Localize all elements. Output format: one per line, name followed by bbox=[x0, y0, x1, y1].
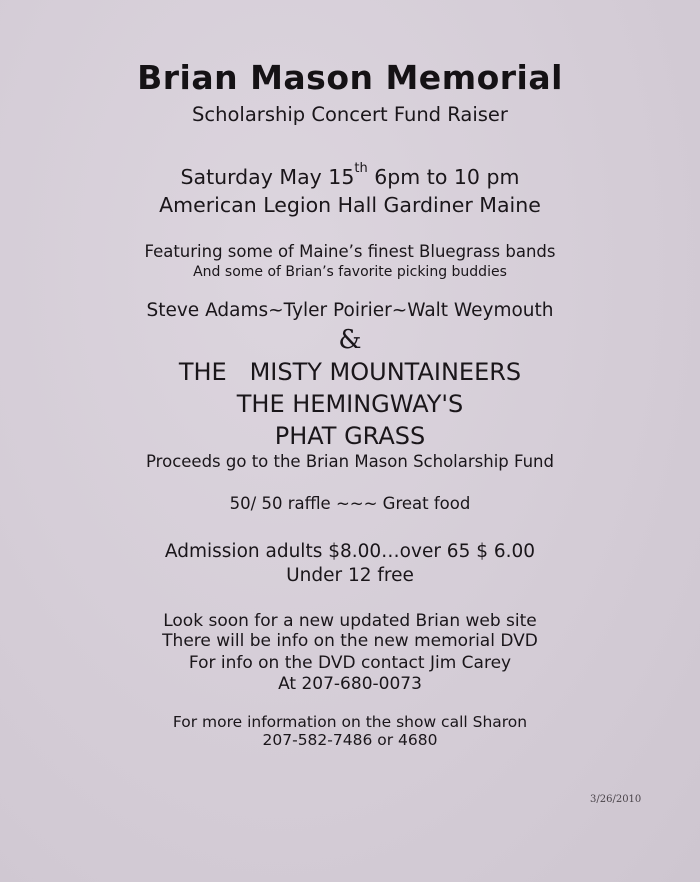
event-time: 6pm to 10 pm bbox=[367, 165, 520, 189]
band-name: THE MISTY MOUNTAINEERS bbox=[178, 358, 522, 386]
flyer-title: Brian Mason Memorial bbox=[137, 58, 563, 97]
dvd-note: There will be info on the new memorial DVD bbox=[162, 631, 538, 651]
admission-price: Admission adults $8.00…over 65 $ 6.00 bbox=[164, 541, 536, 562]
dvd-contact: For info on the DVD contact Jim Carey bbox=[188, 653, 512, 673]
date-stamp: 3/26/2010 bbox=[590, 794, 642, 805]
more-info-phone: 207-582-7486 or 4680 bbox=[262, 731, 438, 749]
event-date bbox=[0, 161, 700, 189]
event-date-main: Saturday May 15 bbox=[180, 165, 355, 189]
website-note: Look soon for a new updated Brian web site bbox=[163, 611, 537, 631]
raffle-text: 50/ 50 raffle ~~~ Great food bbox=[229, 494, 471, 513]
featuring-subtext: And some of Brian’s favorite picking buddies bbox=[193, 264, 507, 280]
featuring-text: Featuring some of Maine’s finest Bluegrass bands bbox=[144, 242, 556, 261]
proceeds-text: Proceeds go to the Brian Mason Scholarship Fund bbox=[146, 452, 554, 471]
ampersand: & bbox=[338, 325, 362, 355]
event-venue: American Legion Hall Gardiner Maine bbox=[159, 193, 541, 217]
more-info-text: For more information on the show call Sharon bbox=[172, 713, 528, 731]
band-name: THE HEMINGWAY'S bbox=[236, 390, 464, 418]
artists-list: Steve Adams~Tyler Poirier~Walt Weymouth bbox=[146, 300, 554, 321]
flyer-subtitle: Scholarship Concert Fund Raiser bbox=[192, 103, 508, 126]
dvd-contact-phone: At 207-680-0073 bbox=[278, 674, 422, 694]
event-date-ordinal: th bbox=[354, 161, 368, 176]
admission-children: Under 12 free bbox=[286, 565, 414, 586]
band-name: PHAT GRASS bbox=[274, 422, 426, 450]
